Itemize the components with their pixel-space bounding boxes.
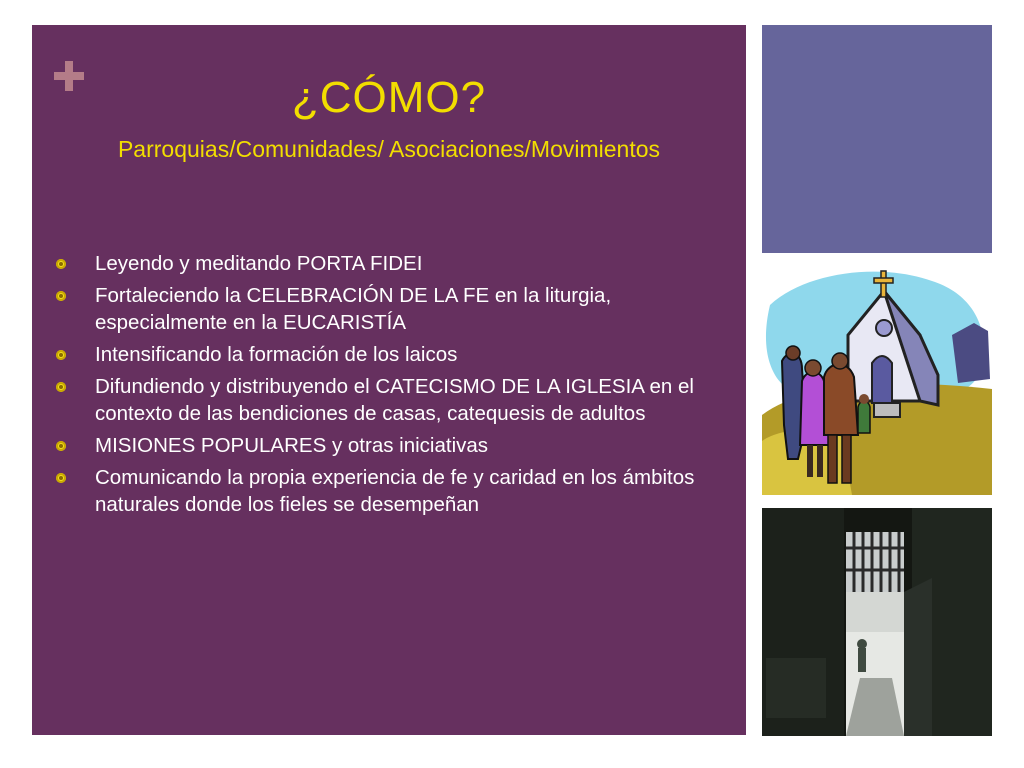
- bullet-circle-icon: [56, 473, 66, 483]
- bullet-text: Comunicando la propia experiencia de fe y caridad en los ámbitos naturales donde los fieles se desempeñan: [95, 466, 695, 516]
- side-color-panel: [762, 25, 992, 253]
- bullet-item: [56, 282, 736, 336]
- bullet-circle-icon: [56, 350, 66, 360]
- bullet-text: Intensificando la formación de los laicos: [95, 343, 458, 366]
- bullet-item: [56, 432, 736, 459]
- bullet-text: Leyendo y meditando PORTA FIDEI: [95, 252, 423, 275]
- bullet-item: [56, 464, 736, 518]
- prison-doorway-photo: [762, 508, 992, 736]
- bullet-item: [56, 341, 736, 368]
- bullet-item: [56, 373, 736, 427]
- bullet-text: Fortaleciendo la CELEBRACIÓN DE LA FE en la liturgia, especialmente en la EUCARISTÍA: [95, 284, 612, 334]
- bullet-text: MISIONES POPULARES y otras iniciativas: [95, 434, 489, 457]
- slide-title: ¿CÓMO?: [291, 73, 487, 122]
- bullet-circle-icon: [56, 441, 66, 451]
- church-clipart-image: [762, 265, 992, 495]
- bullet-circle-icon: [56, 259, 66, 269]
- bullet-circle-icon: [56, 382, 66, 392]
- bullet-item: [56, 250, 736, 277]
- bullet-text: Difundiendo y distribuyendo el CATECISMO DE LA IGLESIA en el contexto de las bendiciones de casas, catequesis de adultos: [95, 375, 694, 425]
- bullet-circle-icon: [56, 291, 66, 301]
- bullet-list: [56, 250, 736, 523]
- slide-subtitle: Parroquias/Comunidades/ Asociaciones/Movimientos: [117, 136, 661, 162]
